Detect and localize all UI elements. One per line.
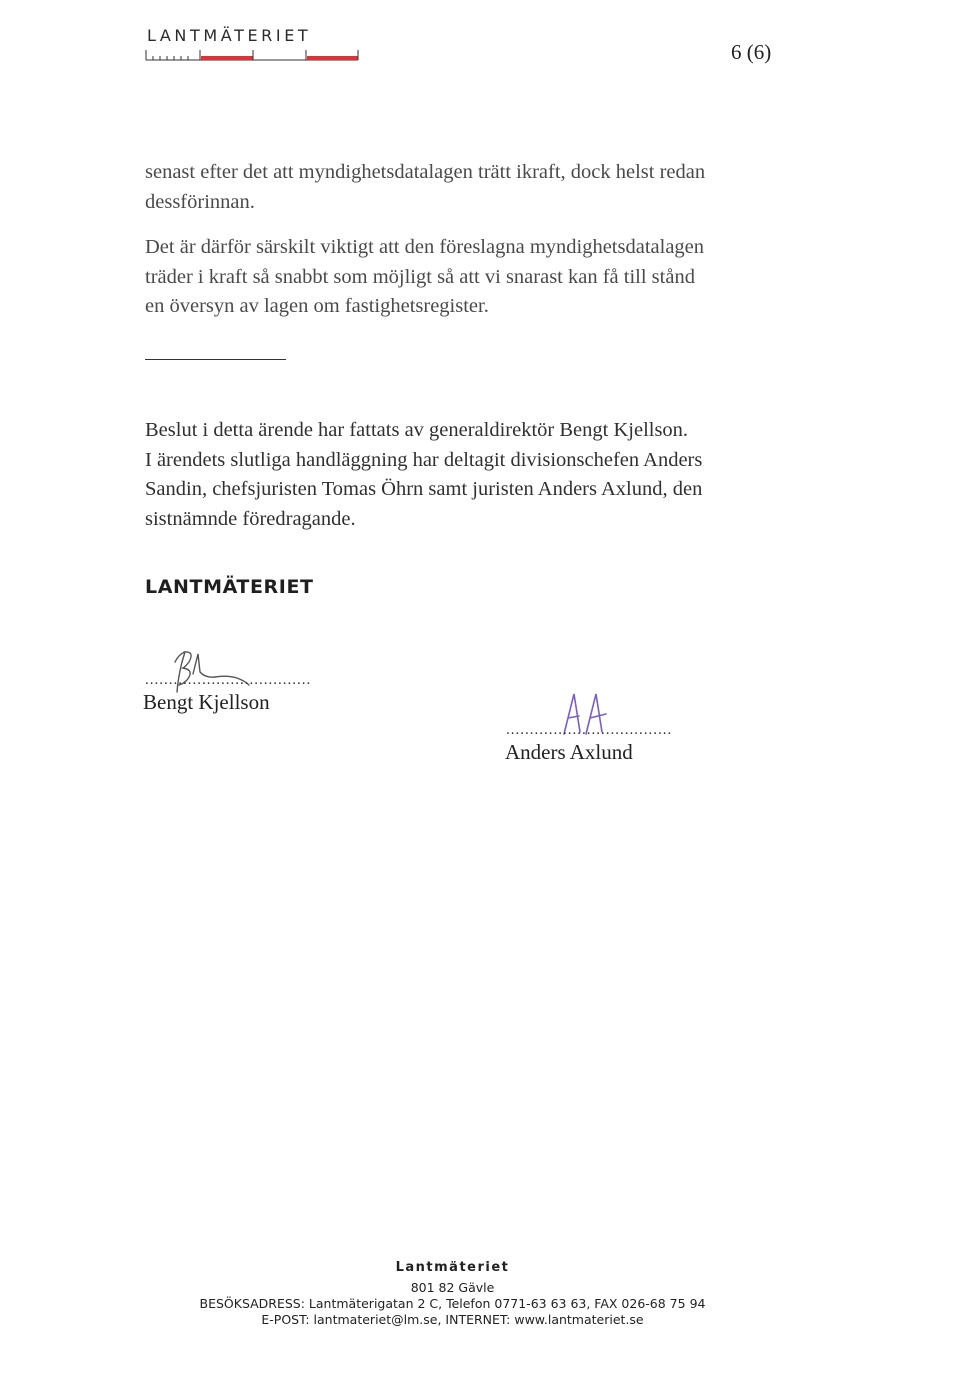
signature-line: ................................... (506, 722, 673, 738)
paragraph-2 (145, 233, 785, 322)
paragraph-1 (145, 158, 785, 217)
text-line: I ärendets slutliga handläggning har deltagit divisionschefen Anders (145, 448, 703, 471)
logo-scale-bar-icon (145, 48, 360, 62)
footer-contact: E-POST: lantmateriet@lm.se, INTERNET: www.lantmateriet.se (261, 1312, 644, 1327)
page-number: 6 (6) (731, 40, 772, 64)
text-line: Beslut i detta ärende har fattats av generaldirektör Bengt Kjellson. (145, 419, 689, 441)
text-line: senast efter det att myndighetsdatalagen trätt ikraft, dock helst redan (145, 161, 706, 183)
section-divider (145, 359, 286, 360)
footer-visiting-address: BESÖKSADRESS: Lantmäterigatan 2 C, Telefon 0771-63 63 63, FAX 026-68 75 94 (199, 1296, 706, 1311)
text-line: Det är därför särskilt viktigt att den föreslagna myndighetsdatalagen (145, 236, 705, 258)
text-line: Sandin, chefsjuristen Tomas Öhrn samt juristen Anders Axlund, den (145, 478, 703, 500)
logo-wordmark: LANTMÄTERIET (147, 26, 312, 45)
text-line: dessförinnan. (145, 190, 255, 213)
signature-line: ................................... (145, 672, 312, 688)
footer-postal-address: 801 82 Gävle (410, 1280, 495, 1295)
paragraph-3 (145, 416, 785, 534)
footer-organization: Lantmäteriet (395, 1260, 510, 1275)
organization-name: LANTMÄTERIET (145, 576, 314, 598)
signer-name: Bengt Kjellson (143, 690, 270, 714)
text-line: en översyn av lagen om fastighetsregister. (145, 295, 489, 317)
signer-name: Anders Axlund (505, 740, 633, 764)
text-line: träder i kraft så snabbt som möjligt så att vi snarast kan få till stånd (145, 265, 695, 288)
text-line: sistnämnde föredragande. (145, 507, 356, 530)
